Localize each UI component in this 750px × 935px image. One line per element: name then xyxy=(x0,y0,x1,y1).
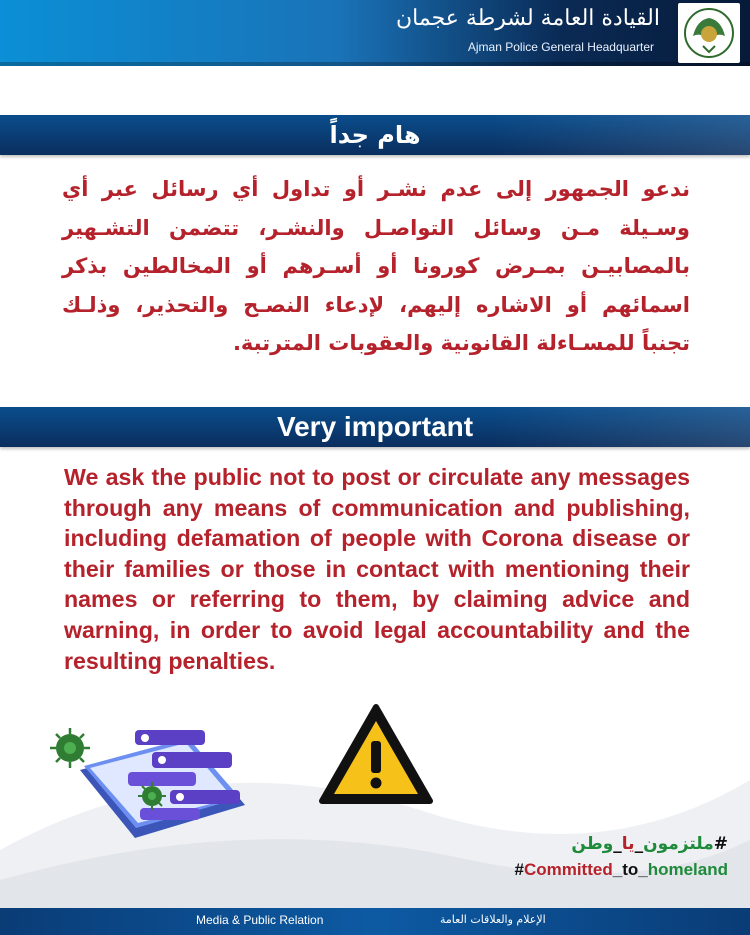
hashtag-separator: _ xyxy=(634,834,644,854)
arabic-notice-text: ندعو الجمهور إلى عدم نشـر أو تداول أي رسائل عبر أي وسـيلة مـن وسائل التواصـل والنشـر، تتضمن التشـهير بالمصابيـن بمـرض كورونا أو أسـرهم أو المخالطين بذكر اسمائهم أو الاشاره إليهم، لإدعاء النصـح والتحذير، وذلـك تجنباً للمسـاءلة القانونية والعقوبات المترتبة. xyxy=(62,177,690,356)
virus-icon-large xyxy=(50,728,90,768)
org-name-english: Ajman Police General Headquarter xyxy=(467,40,654,54)
org-name-arabic: القيادة العامة لشرطة عجمان xyxy=(396,6,660,31)
hashtag-word: homeland xyxy=(647,860,728,879)
hashtag-word: يا xyxy=(621,834,635,854)
hashtag-word: ملتزمون xyxy=(643,834,714,854)
hashtag-symbol: # xyxy=(514,860,524,879)
arabic-heading-band xyxy=(0,115,750,155)
hashtag-separator: _ xyxy=(612,860,623,879)
hashtag-separator: _ xyxy=(638,860,648,879)
hashtag-word: Committed xyxy=(523,860,613,879)
english-notice-text: We ask the public not to post or circulate any messages through any means of communication and publishing, including defamation of people with Corona disease or their families or those in contact with mentioning their names or referring to them, by claiming advice and warning, in order to avoid legal accountability and the resulting penalties. xyxy=(64,464,690,674)
police-emblem-icon xyxy=(678,3,740,63)
hashtag-separator: _ xyxy=(613,834,622,854)
footer-department-english: Media & Public Relation xyxy=(196,913,324,927)
english-heading-band xyxy=(0,407,750,447)
warning-triangle-icon xyxy=(318,703,434,805)
hashtag-arabic xyxy=(571,834,728,854)
hashtag-english xyxy=(514,860,728,880)
phone-virus-chat-icon xyxy=(40,710,255,850)
hashtag-symbol: # xyxy=(713,834,728,854)
english-heading: Very important xyxy=(276,411,474,442)
footer-department-arabic: الإعلام والعلاقات العامة xyxy=(440,913,546,926)
hashtag-word: to xyxy=(622,860,639,879)
hashtag-word: وطن xyxy=(571,834,614,854)
arabic-heading: هام جداً xyxy=(329,121,421,149)
footer-bar xyxy=(0,908,750,935)
